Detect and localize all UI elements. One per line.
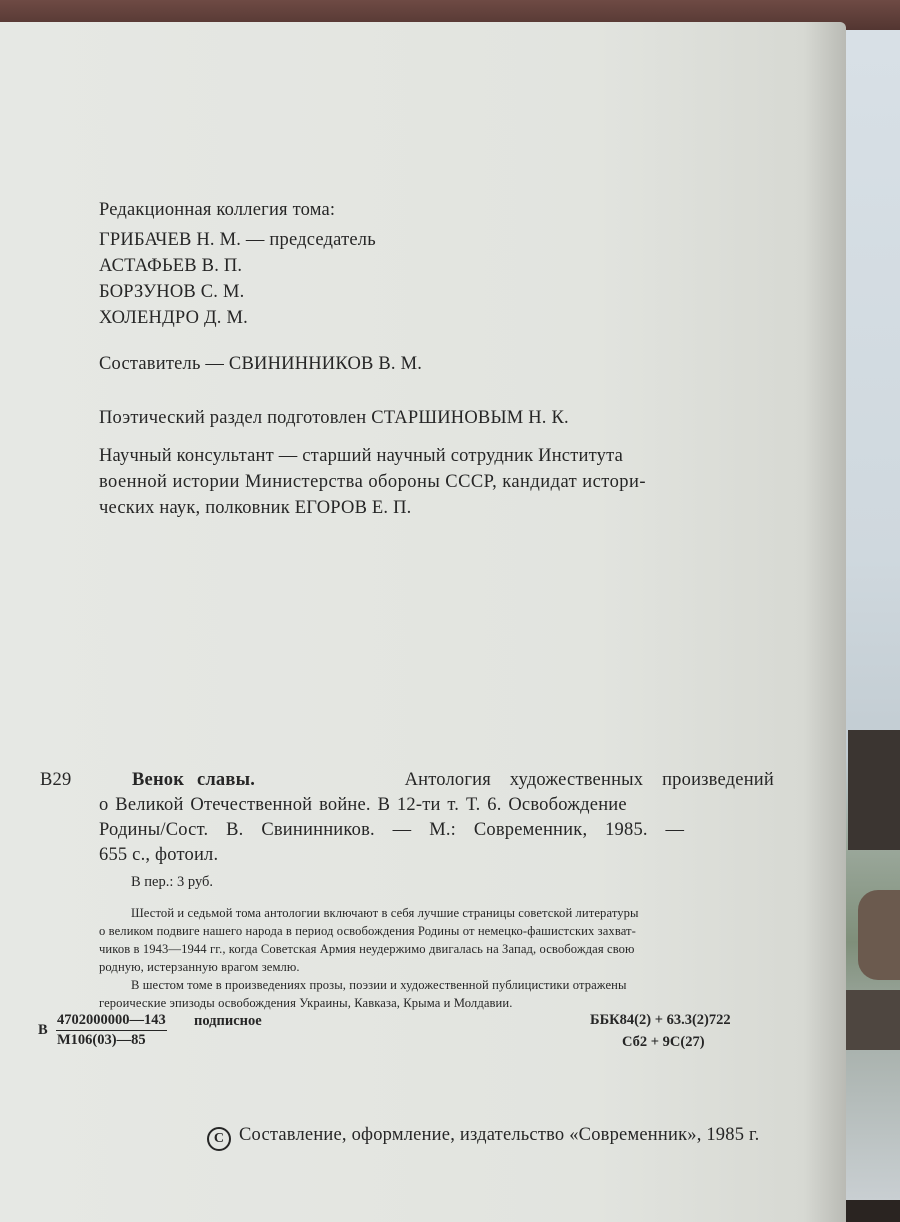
copyright-text: Составление, оформление, издательство «Современник», 1985 г. <box>239 1125 760 1145</box>
poetry-editor-line: Поэтический раздел подготовлен СТАРШИНОВЫМ Н. К. <box>99 408 569 428</box>
index-numerator: 4702000000—143 <box>56 1012 167 1031</box>
annotation-line: Шестой и седьмой тома антологии включают в себя лучшие страницы советской литературы <box>131 906 639 920</box>
board-heading: Редакционная коллегия тома: <box>99 200 336 220</box>
board-member: ХОЛЕНДРО Д. М. <box>99 308 248 328</box>
copyright-icon: С <box>207 1127 231 1151</box>
book-page <box>0 22 846 1222</box>
consultant-line: ческих наук, полковник ЕГОРОВ Е. П. <box>99 498 412 518</box>
consultant-line: военной истории Министерства обороны СССР, кандидат истори- <box>99 472 646 492</box>
library-code: В29 <box>40 770 72 790</box>
bib-line: 655 с., фотоил. <box>99 845 219 865</box>
book-title: Венок славы. <box>132 770 256 790</box>
bbk-code-secondary: Сб2 + 9С(27) <box>622 1034 705 1050</box>
index-denominator: М106(03)—85 <box>57 1032 146 1048</box>
index-prefix: В <box>38 1022 48 1038</box>
annotation-line: В шестом томе в произведениях прозы, поэзии и художественной публицистики отражены <box>131 978 627 992</box>
consultant-line: Научный консультант — старший научный сотрудник Института <box>99 446 624 466</box>
board-member: АСТАФЬЕВ В. П. <box>99 256 243 276</box>
annotation-line: чиков в 1943—1944 гг., когда Советская Армия неудержимо двигалась на Запад, освобождая свою <box>99 942 635 956</box>
bib-line: Венок славы. Антология художественных произведений <box>132 770 774 790</box>
price: В пер.: 3 руб. <box>131 874 214 890</box>
board-member: БОРЗУНОВ С. М. <box>99 282 245 302</box>
photo-fragment <box>858 890 900 980</box>
copyright-line <box>207 1125 760 1151</box>
bib-line: Родины/Сост. В. Свининников. — М.: Современник, 1985. — <box>99 820 685 840</box>
subscription-note: подписное <box>194 1013 262 1029</box>
annotation-line: родную, истерзанную врагом землю. <box>99 960 300 974</box>
board-member: ГРИБАЧЕВ Н. М. — председатель <box>99 230 376 250</box>
bbk-code: ББК84(2) + 63.3(2)722 <box>590 1012 731 1028</box>
photo-fragment <box>838 990 900 1050</box>
annotation-line: героические эпизоды освобождения Украины, Кавказа, Крыма и Молдавии. <box>99 996 513 1010</box>
compiler-line: Составитель — СВИНИННИКОВ В. М. <box>99 354 423 374</box>
bib-line: о Великой Отечественной войне. В 12-ти т. Т. 6. Освобождение <box>99 795 627 815</box>
annotation-line: о великом подвиге нашего народа в период освобождения Родины от немецко-фашистских захват- <box>99 924 636 938</box>
photo-plate-edge <box>838 30 900 1200</box>
photo-fragment <box>848 730 900 850</box>
